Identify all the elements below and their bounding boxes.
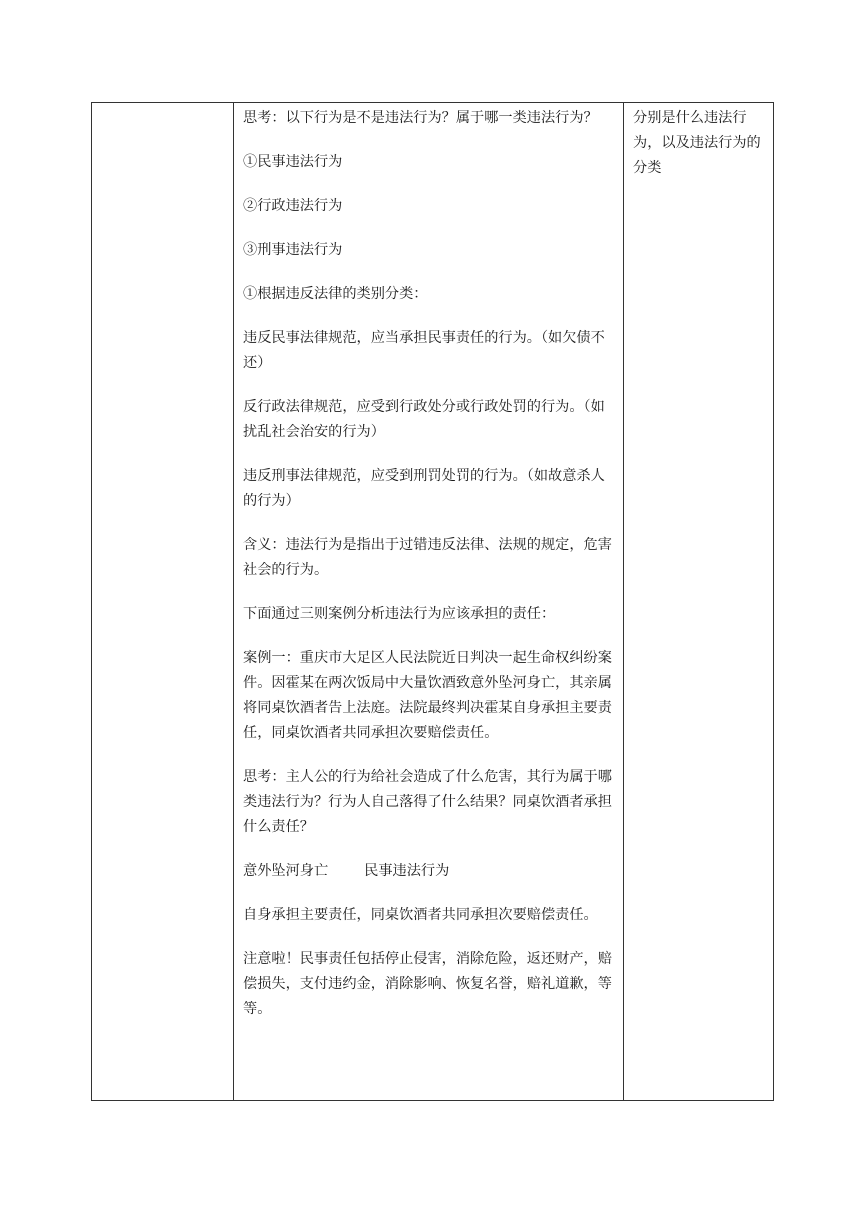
answer-harm: 意外坠河身亡 xyxy=(243,863,329,879)
classification-heading: ①根据违反法律的类别分类： xyxy=(243,286,428,302)
think-question: 思考：以下行为是不是违法行为？属于哪一类违法行为？ xyxy=(243,110,598,126)
case-one-liability: 自身承担主要责任，同桌饮酒者共同承担次要赔偿责任。 xyxy=(243,907,598,923)
option-administrative: ②行政违法行为 xyxy=(243,198,343,214)
case-one-question: 思考：主人公的行为给社会造成了什么危害，其行为属于哪类违法行为？行为人自己落得了什么结果？同桌饮酒者承担什么责任？ xyxy=(243,769,612,835)
cases-intro: 下面通过三则案例分析违法行为应该承担的责任： xyxy=(243,606,556,622)
case-one-answer-line xyxy=(243,859,615,884)
table-row xyxy=(92,103,774,1101)
case-one: 案例一：重庆市大足区人民法院近日判决一起生命权纠纷案件。因霍某在两次饭局中大量饮酒致意外坠河身亡，其亲属将同桌饮酒者告上法庭。法院最终判决霍某自身承担主要责任，同桌饮酒者共同承担次要赔偿责任。 xyxy=(243,650,612,741)
lesson-plan-table xyxy=(91,102,774,1101)
teaching-activity-cell xyxy=(234,103,624,1101)
administrative-definition: 反行政法律规范，应受到行政处分或行政处罚的行为。（如扰乱社会治安的行为） xyxy=(243,399,605,440)
civil-liability-note: 注意啦！民事责任包括停止侵害，消除危险，返还财产，赔偿损失，支付违约金，消除影响、恢复名誉，赔礼道歉，等等。 xyxy=(243,951,612,1017)
meaning-definition: 含义：违法行为是指出于过错违反法律、法规的规定，危害社会的行为。 xyxy=(243,537,612,578)
answer-type: 民事违法行为 xyxy=(364,863,450,879)
option-criminal: ③刑事违法行为 xyxy=(243,242,343,258)
stage-column-cell xyxy=(92,103,234,1101)
civil-definition: 违反民事法律规范，应当承担民事责任的行为。（如欠债不还） xyxy=(243,330,605,371)
design-intent-text: 分别是什么违法行为，以及违法行为的分类 xyxy=(633,110,761,176)
option-civil: ①民事违法行为 xyxy=(243,154,343,170)
design-intent-cell xyxy=(624,103,774,1101)
criminal-definition: 违反刑事法律规范，应受到刑罚处罚的行为。（如故意杀人的行为） xyxy=(243,468,605,509)
